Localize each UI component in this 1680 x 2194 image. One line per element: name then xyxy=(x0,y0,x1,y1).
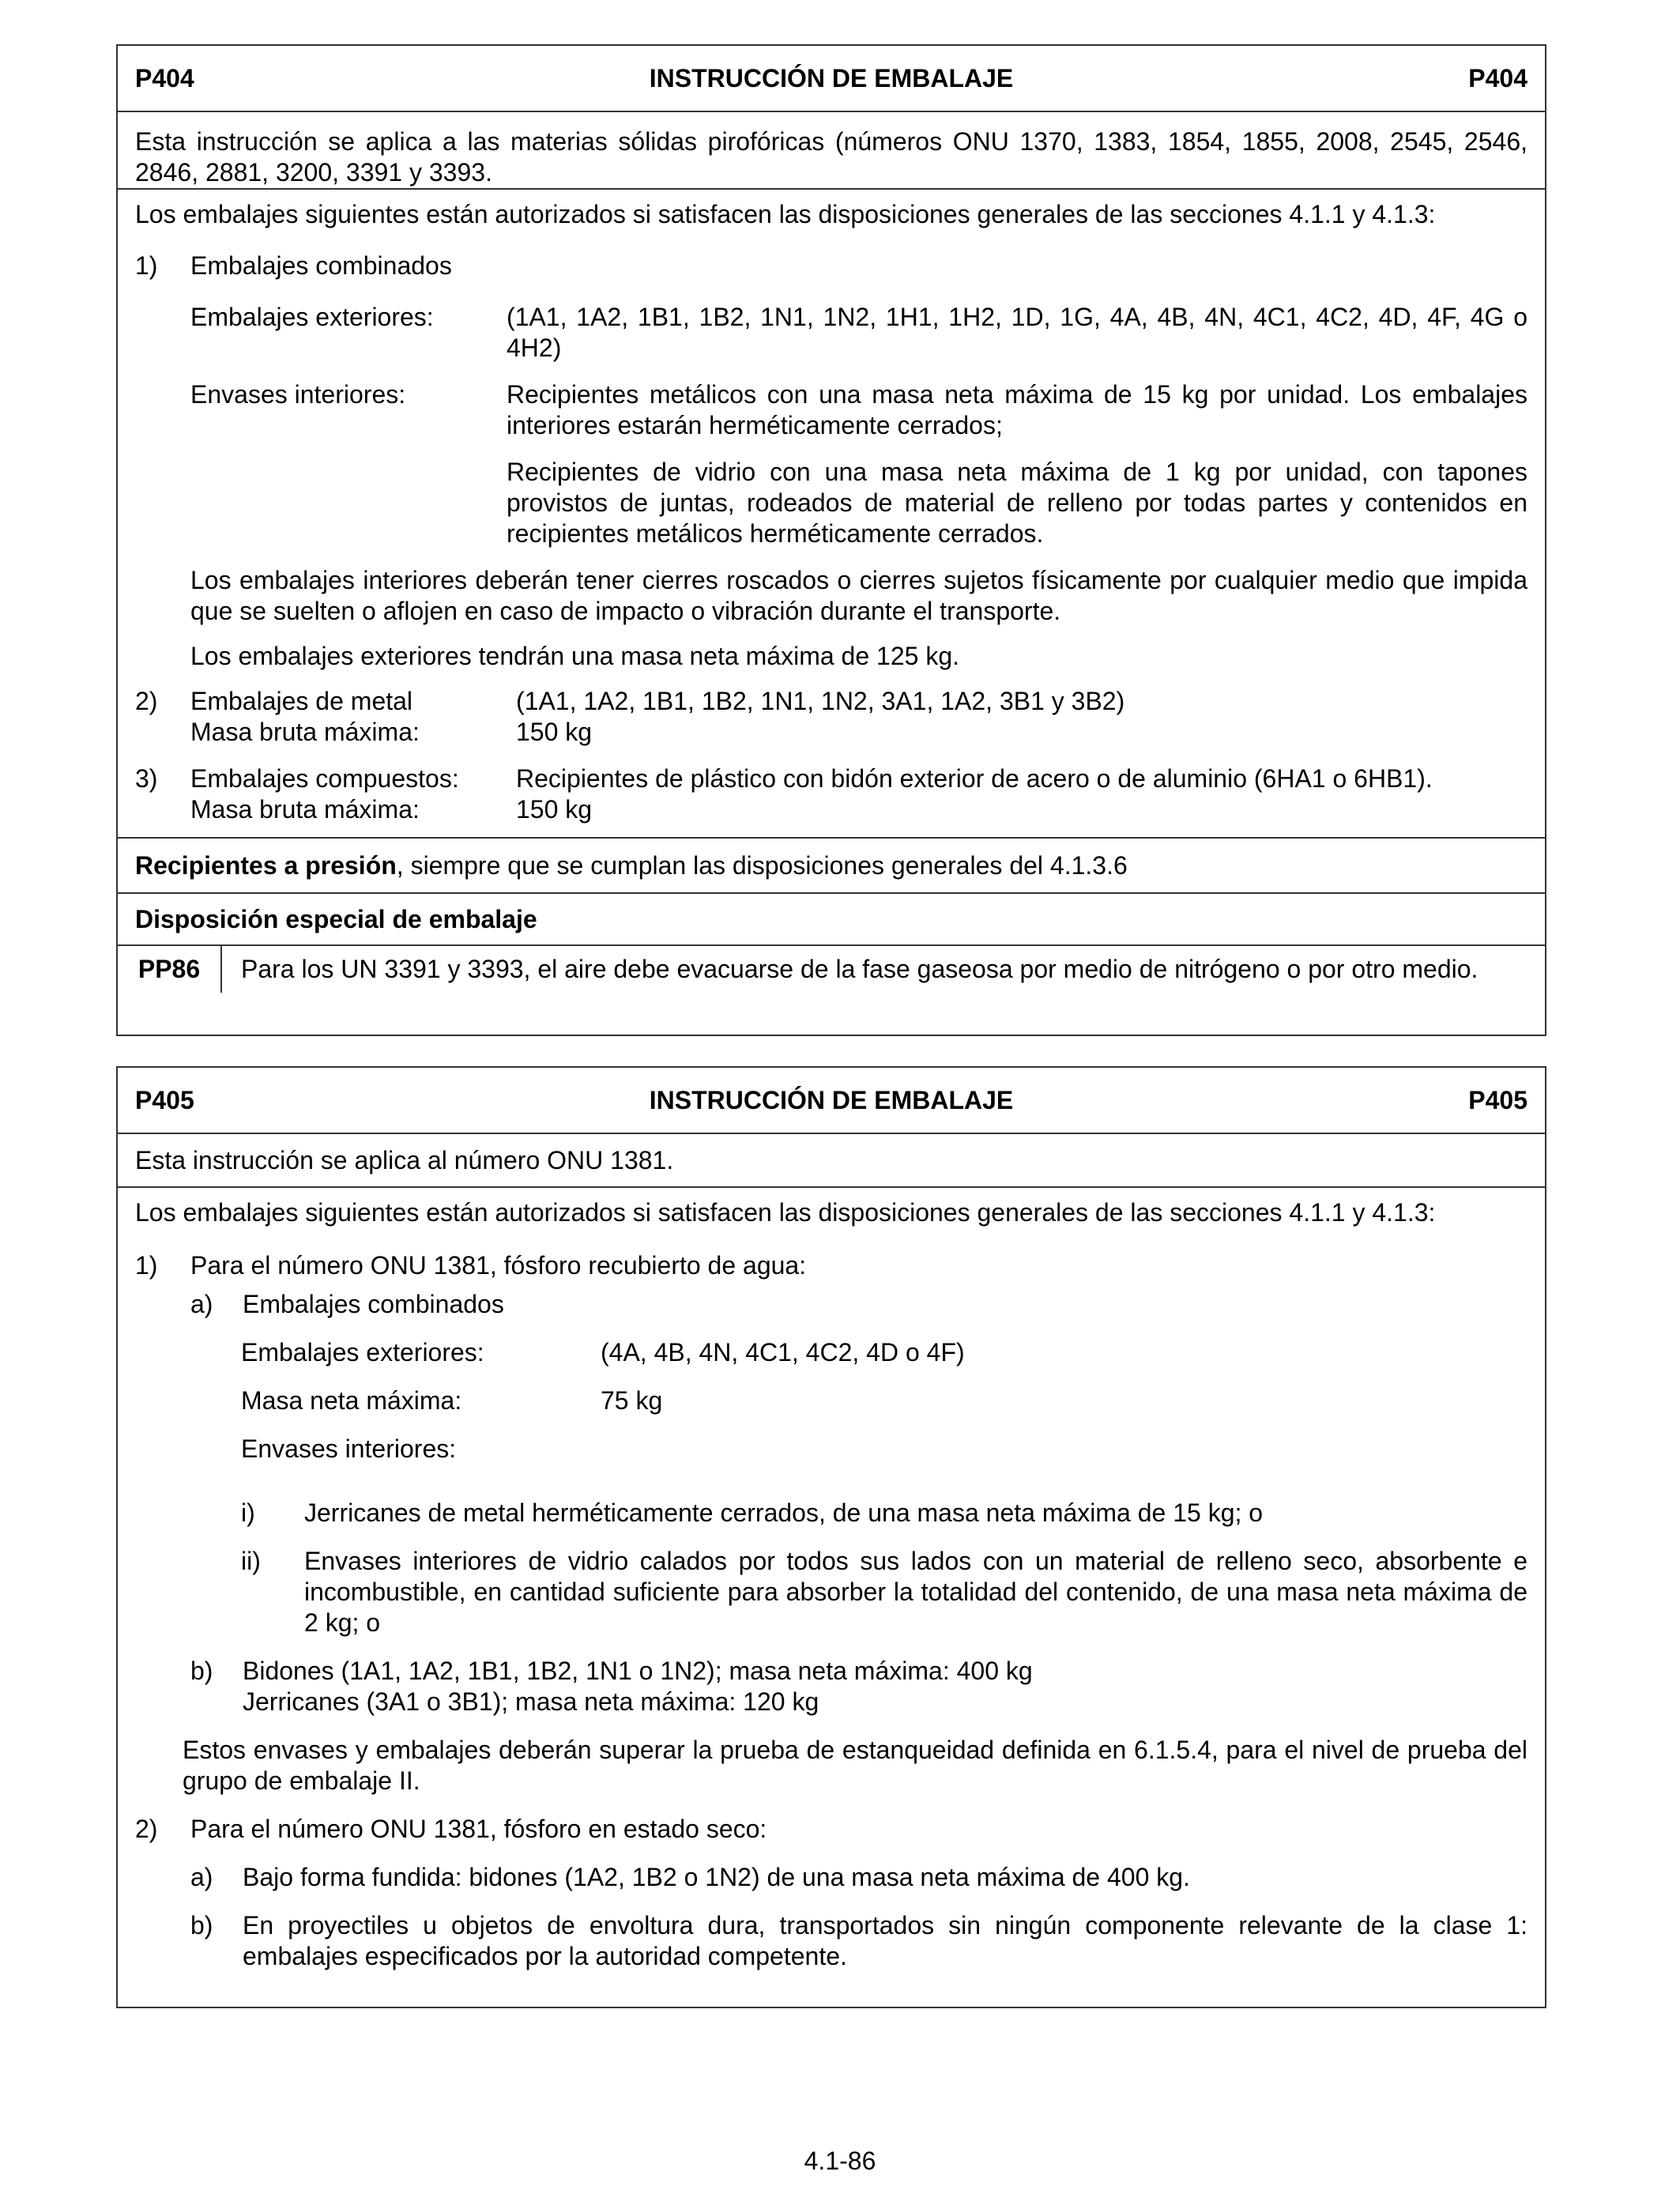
p404-pressure-bold: Recipientes a presión xyxy=(135,850,397,880)
p405-intro: Los embalajes siguientes están autorizados si satisfacen las disposiciones generales de las secciones 4.1.1 y 4.1.3: xyxy=(135,1198,1436,1227)
pp86-text: Para los UN 3391 y 3393, el aire debe evacuarse de la fase gaseosa por medio de nitrógeno o por otro medio. xyxy=(241,955,1478,983)
p404-item-2-num: 2) xyxy=(135,687,158,715)
p404-item-2-mass xyxy=(135,717,1527,748)
p404-code-right: P404 xyxy=(1468,63,1527,92)
p405-scope: Esta instrucción se aplica al número ONU 1381. xyxy=(135,1145,674,1174)
p404-item-3-label: Embalajes compuestos: xyxy=(190,764,459,793)
p404-item-2-label: Embalajes de metal xyxy=(190,687,413,715)
p405-item-1-num: 1) xyxy=(135,1251,158,1280)
p405-code-left: P405 xyxy=(135,1085,194,1114)
p405-a-num: a) xyxy=(190,1290,213,1318)
p404-header xyxy=(118,46,1545,112)
p405-inner-label: Envases interiores: xyxy=(241,1434,457,1463)
p405-b xyxy=(190,1656,1527,1717)
p404-item-1-num: 1) xyxy=(135,251,158,280)
p404-outer-row xyxy=(190,302,1527,364)
p405-item-2-num: 2) xyxy=(135,1815,158,1843)
p404-pp86-row xyxy=(118,946,1545,993)
p404-intro: Los embalajes siguientes están autorizados si satisfacen las disposiciones generales de las secciones 4.1.1 y 4.1.3: xyxy=(135,200,1436,228)
p405-item-1-details xyxy=(135,1289,1527,1796)
p405-title: INSTRUCCIÓN DE EMBALAJE xyxy=(649,1085,1014,1114)
p404-code-left: P404 xyxy=(135,63,194,92)
p405-item-2-title: Para el número ONU 1381, fósforo en estado seco: xyxy=(190,1815,767,1843)
page-number: 4.1-86 xyxy=(804,2147,876,2175)
p405-scope-section xyxy=(118,1134,1545,1188)
p404-item-3 xyxy=(135,763,1527,794)
p404-item-2-mass-value: 150 kg xyxy=(516,718,593,746)
p405-dry-b-num: b) xyxy=(190,1911,213,1940)
p404-item-3-mass xyxy=(135,794,1527,825)
p404-item-3-mass-label: Masa bruta máxima: xyxy=(190,795,420,824)
p404-pressure xyxy=(135,850,1128,881)
p405-i-text: Jerricanes de metal herméticamente cerrados, de una masa neta máxima de 15 kg; o xyxy=(304,1498,1264,1527)
p405-dry-a xyxy=(190,1862,1527,1893)
p404-scope-section xyxy=(118,112,1545,190)
p405-ii xyxy=(241,1546,1527,1638)
p405-ii-text: Envases interiores de vidrio calados por todos sus lados con un material de relleno seco, absorbente e incombustible, en cantidad suficiente para absorber la totalidad del contenido, de una masa neta máxima de 2 kg; o xyxy=(304,1547,1527,1637)
p404-item-2-mass-label: Masa bruta máxima: xyxy=(190,718,420,746)
p404-item-2 xyxy=(135,686,1527,717)
p404-item-2-value: (1A1, 1A2, 1B1, 1B2, 1N1, 1N2, 3A1, 1A2, 3B1 y 3B2) xyxy=(516,687,1125,715)
p405-outer-label: Embalajes exteriores: xyxy=(241,1338,484,1367)
p405-test-note: Estos envases y embalajes deberán superar la prueba de estanqueidad definida en 6.1.5.4, para el nivel de prueba del grupo de embalaje II. xyxy=(183,1736,1527,1795)
p404-inner-value-1: Recipientes metálicos con una masa neta máxima de 15 kg por unidad. Los embalajes interiores estarán herméticamente cerrados; xyxy=(507,380,1527,439)
p404-pressure-rest: , siempre que se cumplan las disposiciones generales del 4.1.3.6 xyxy=(396,850,1128,880)
p404-inner-label: Envases interiores: xyxy=(190,380,406,409)
p405-code-right: P405 xyxy=(1468,1085,1527,1114)
p405-i xyxy=(241,1498,1527,1529)
p404-inner-row xyxy=(190,379,1527,549)
p405-mass-row xyxy=(241,1385,1527,1416)
p404-special-title: Disposición especial de embalaje xyxy=(118,894,1545,946)
p404-item-1 xyxy=(135,251,1527,281)
p404-outer-value: (1A1, 1A2, 1B1, 1B2, 1N1, 1N2, 1H1, 1H2, 1D, 1G, 4A, 4B, 4N, 4C1, 4C2, 4D, 4F, 4G o 4H2) xyxy=(507,303,1527,362)
p405-b-line-1: Bidones (1A1, 1A2, 1B1, 1B2, 1N1 o 1N2); masa neta máxima: 400 kg xyxy=(243,1657,1033,1685)
p404-item-3-num: 3) xyxy=(135,764,158,793)
p404-pressure-section xyxy=(118,839,1545,894)
p405-dry-b-text: En proyectiles u objetos de envoltura dura, transportados sin ningún componente relevante de la clase 1: embalajes especificados por la autoridad competente. xyxy=(243,1911,1527,1970)
p404-item-1-title: Embalajes combinados xyxy=(190,251,452,280)
p405-item-1-title: Para el número ONU 1381, fósforo recubierto de agua: xyxy=(190,1251,807,1280)
p405-outer-value: (4A, 4B, 4N, 4C1, 4C2, 4D o 4F) xyxy=(601,1338,965,1367)
p404-closures-note: Los embalajes interiores deberán tener cierres roscados o cierres sujetos físicamente por cualquier medio que impida que se suelten o aflojen en caso de impacto o vibración durante el transporte. xyxy=(190,566,1527,625)
p405-i-num: i) xyxy=(241,1498,255,1527)
p405-a xyxy=(190,1289,1527,1320)
p405-body-section xyxy=(118,1188,1545,1972)
p405-table xyxy=(116,1066,1546,2008)
p404-inner-value-2: Recipientes de vidrio con una masa neta máxima de 1 kg por unidad, con tapones provistos de juntas, rodeados de material de relleno por todas partes y contenidos en recipientes metálicos herméticamente cerrados. xyxy=(507,458,1527,548)
p405-mass-value: 75 kg xyxy=(601,1386,663,1415)
p404-outer-label: Embalajes exteriores: xyxy=(190,303,434,331)
p404-item-3-value: Recipientes de plástico con bidón exterior de acero o de aluminio (6HA1 o 6HB1). xyxy=(516,764,1433,793)
p404-item-1-details xyxy=(135,302,1527,672)
p405-dry-a-num: a) xyxy=(190,1863,213,1891)
p404-item-3-mass-value: 150 kg xyxy=(516,795,593,824)
p405-ii-num: ii) xyxy=(241,1547,261,1575)
p405-item-2 xyxy=(135,1814,1527,1845)
p405-mass-label: Masa neta máxima: xyxy=(241,1386,462,1415)
p405-header xyxy=(118,1068,1545,1134)
p405-a-title: Embalajes combinados xyxy=(243,1290,504,1318)
p404-body-section xyxy=(118,190,1545,839)
p405-outer-row xyxy=(241,1337,1527,1368)
p405-b-line-2: Jerricanes (3A1 o 3B1); masa neta máxima: 120 kg xyxy=(243,1687,819,1716)
p405-item-1 xyxy=(135,1250,1527,1281)
p405-b-num: b) xyxy=(190,1657,213,1685)
p404-table xyxy=(116,44,1546,1036)
p405-dry-a-text: Bajo forma fundida: bidones (1A2, 1B2 o 1N2) de una masa neta máxima de 400 kg. xyxy=(243,1863,1190,1891)
p404-title: INSTRUCCIÓN DE EMBALAJE xyxy=(649,63,1014,92)
pp86-code: PP86 xyxy=(118,946,222,993)
p405-dry-b xyxy=(190,1910,1527,1972)
p404-outer-mass-note: Los embalajes exteriores tendrán una masa neta máxima de 125 kg. xyxy=(190,642,959,670)
p404-scope: Esta instrucción se aplica a las materias sólidas pirofóricas (números ONU 1370, 1383, 1854, 1855, 2008, 2545, 2546, 2846, 2881, 3200, 3391 y 3393. xyxy=(135,127,1527,187)
